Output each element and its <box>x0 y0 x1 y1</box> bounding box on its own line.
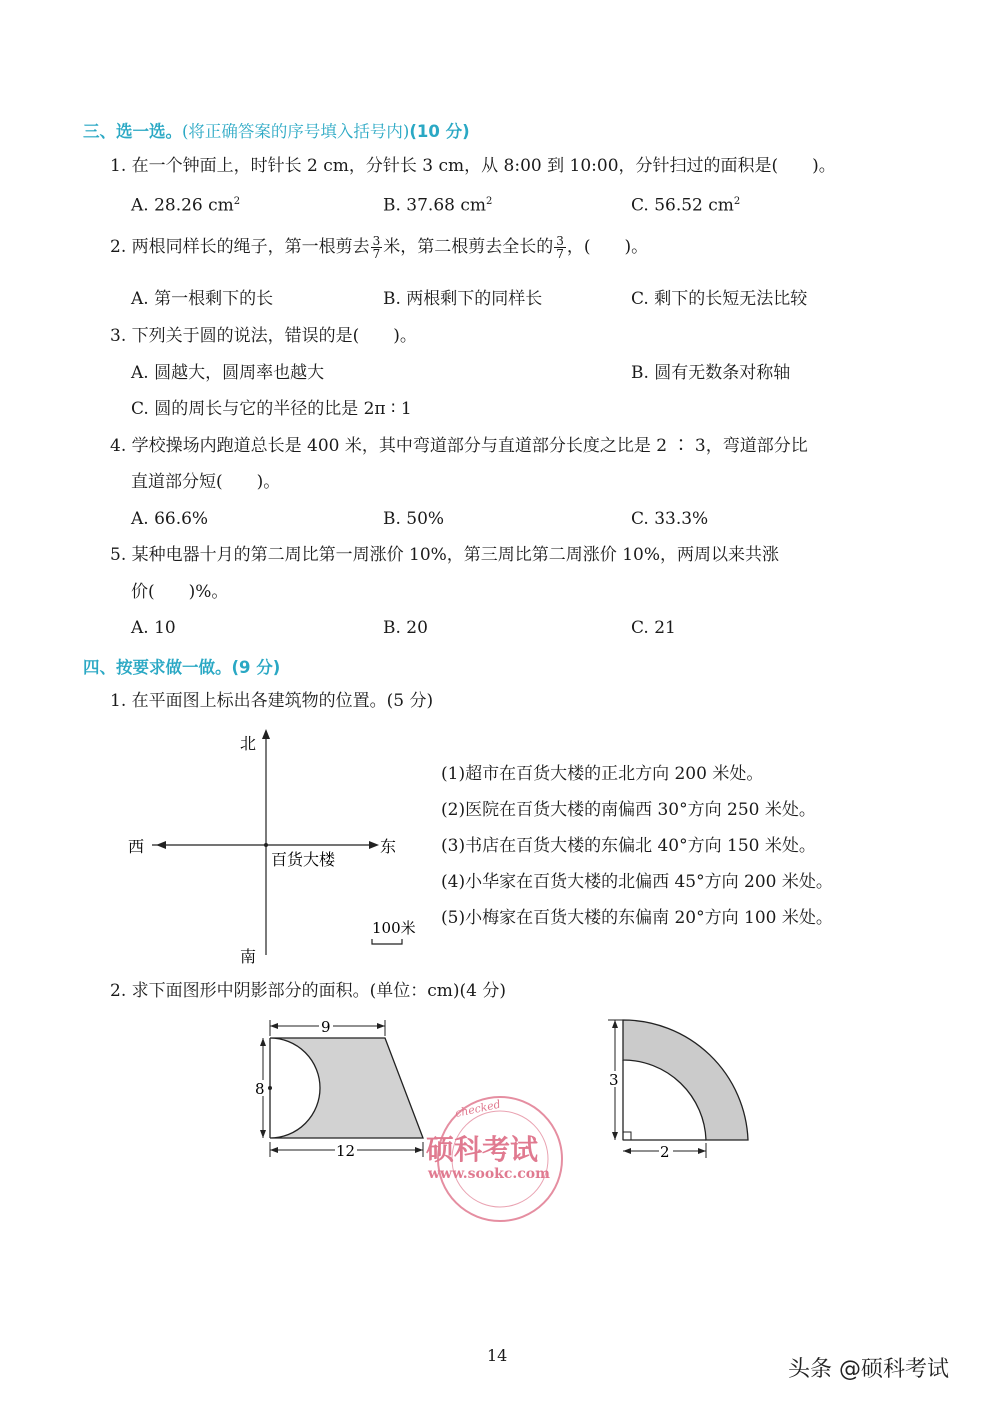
map-item-5: (5)小梅家在百货大楼的东偏南 20°方向 100 米处。 <box>441 908 833 928</box>
arrow-icon <box>270 1147 278 1153</box>
q4-option-c: C. 33.3% <box>631 509 709 529</box>
arrow-icon <box>612 1132 618 1140</box>
north-label: 北 <box>240 734 257 753</box>
q3-stem: 3. 下列关于圆的说法，错误的是( )。 <box>110 326 417 346</box>
q5-option-a: A. 10 <box>131 618 176 638</box>
bottom-label: 12 <box>336 1142 356 1160</box>
q1-option-c: C. 56.52 $cm^2$ <box>631 195 741 216</box>
fraction: $\frac{3}{7}$ <box>556 234 564 261</box>
compass-map <box>120 725 430 970</box>
south-label: 南 <box>240 947 257 966</box>
top-label: 9 <box>321 1018 331 1036</box>
section4-score: (9 分) <box>231 658 281 677</box>
left-label: 8 <box>255 1080 265 1098</box>
arrow-icon <box>698 1148 706 1154</box>
map-item-4: (4)小华家在百货大楼的北偏西 45°方向 200 米处。 <box>441 872 833 892</box>
center-point <box>264 843 268 847</box>
q5-stem-line1: 5. 某种电器十月的第二周比第一周涨价 10%，第三周比第二周涨价 10%，两周以来共涨 <box>110 545 779 565</box>
q4-option-a: A. 66.6% <box>131 509 209 529</box>
footer-credit: 头条 @硕科考试 <box>788 1357 949 1382</box>
section3-note: (将正确答案的序号填入括号内) <box>182 122 410 141</box>
shaded-region <box>270 1038 423 1138</box>
east-label: 东 <box>380 837 397 856</box>
q1-option-b: B. 37.68 $cm^2$ <box>383 195 493 216</box>
map-item-2: (2)医院在百货大楼的南偏西 30°方向 250 米处。 <box>441 800 816 820</box>
map-item-1: (1)超市在百货大楼的正北方向 200 米处。 <box>441 764 764 784</box>
arrow-icon <box>270 1023 278 1029</box>
west-arrow-icon <box>156 841 166 849</box>
q2-stem: 2. 两根同样长的绳子，第一根剪去 $\frac{3}{7}$ 米，第二根剪去全长的 $\frac{3}{7}$ ，( )。 <box>110 234 649 261</box>
s4-q1-stem: 1. 在平面图上标出各建筑物的位置。(5 分) <box>110 691 434 711</box>
watermark-name: 硕科考试 <box>426 1133 539 1166</box>
bottom-label: 2 <box>660 1143 670 1161</box>
figure-quarter-ring <box>605 1012 760 1167</box>
q3-option-b: B. 圆有无数条对称轴 <box>631 363 791 383</box>
section4-title: 四、按要求做一做。 <box>83 658 232 677</box>
q4-stem-line1: 4. 学校操场内跑道总长是 400 米，其中弯道部分与直道部分长度之比是 2 ∶ 3，弯道部分比 <box>110 436 808 456</box>
arrow-icon <box>612 1020 618 1028</box>
scale-bar <box>372 939 402 944</box>
q5-option-c: C. 21 <box>631 618 676 638</box>
watermark-url: www.sookc.com <box>428 1166 550 1182</box>
arrow-icon <box>377 1023 385 1029</box>
west-label: 西 <box>128 837 145 856</box>
q2-option-a: A. 第一根剩下的长 <box>131 289 274 309</box>
q4-stem-line2: 直道部分短( )。 <box>131 472 281 492</box>
watermark-stamp <box>420 1093 580 1225</box>
shaded-ring <box>623 1020 748 1140</box>
scale-label: 100米 <box>372 919 416 937</box>
section3-score: (10 分) <box>409 122 470 141</box>
q5-option-b: B. 20 <box>383 618 428 638</box>
q3-option-c: C. 圆的周长与它的半径的比是 2π ∶ 1 <box>131 399 412 419</box>
section3-title: 三、选一选。 <box>83 122 182 141</box>
north-arrow-icon <box>262 729 270 739</box>
q3-option-a: A. 圆越大，圆周率也越大 <box>131 363 325 383</box>
q1-option-a: A. 28.26 $cm^2$ <box>131 195 241 216</box>
q4-option-b: B. 50% <box>383 509 445 529</box>
q2-option-b: B. 两根剩下的同样长 <box>383 289 543 309</box>
east-arrow-icon <box>369 841 379 849</box>
fraction: $\frac{3}{7}$ <box>372 234 381 261</box>
watermark-ring-text: checked <box>453 1097 502 1120</box>
left-label: 3 <box>609 1071 619 1089</box>
center-label: 百货大楼 <box>271 850 336 869</box>
q1-stem: 1. 在一个钟面上，时针长 2 cm，分针长 3 cm，从 8:00 到 10:00，分针扫过的面积是( )。 <box>110 156 836 176</box>
section4-heading <box>83 654 280 678</box>
arrow-icon <box>260 1130 266 1138</box>
section3-heading <box>83 118 470 142</box>
figure-trapezoid <box>245 1015 430 1165</box>
q2-option-c: C. 剩下的长短无法比较 <box>631 289 808 309</box>
arrow-icon <box>623 1148 631 1154</box>
q5-stem-line2: 价( )%。 <box>131 582 229 602</box>
arrow-icon <box>260 1038 266 1046</box>
map-item-3: (3)书店在百货大楼的东偏北 40°方向 150 米处。 <box>441 836 816 856</box>
right-angle-mark <box>623 1132 631 1140</box>
s4-q2-stem: 2. 求下面图形中阴影部分的面积。(单位：cm)(4 分) <box>110 981 507 1001</box>
semicircle-center <box>268 1086 272 1090</box>
page-number: 14 <box>487 1346 508 1365</box>
